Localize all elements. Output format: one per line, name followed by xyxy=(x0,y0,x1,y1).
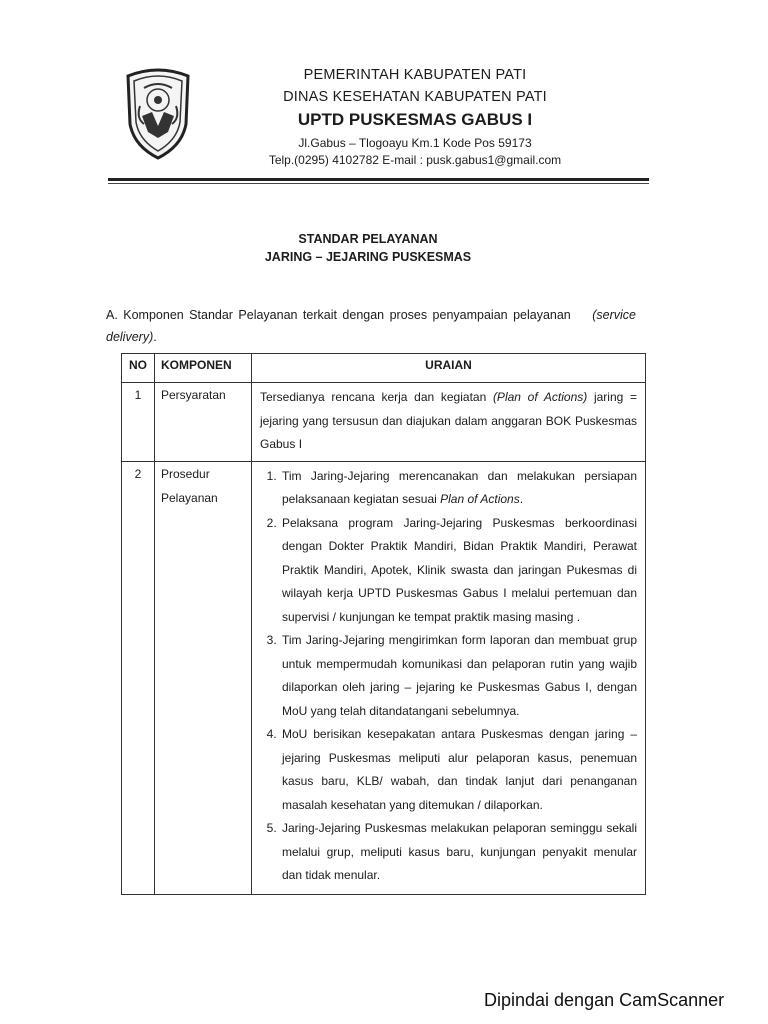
scanner-watermark: Dipindai dengan CamScanner xyxy=(484,990,725,1010)
header-komponen: KOMPONEN xyxy=(155,354,252,383)
komponen-line-2: Pelayanan xyxy=(161,490,218,505)
uraian-text-a: Tersedianya rencana kerja dan kegiatan xyxy=(260,390,493,404)
list-item xyxy=(280,817,637,888)
list-item xyxy=(280,465,637,512)
row-komponen xyxy=(155,383,252,462)
procedure-list xyxy=(260,465,637,888)
document-subtitle: JARING – JEJARING PUSKESMAS xyxy=(264,250,472,264)
header-department: DINAS KESEHATAN KABUPATEN PATI xyxy=(283,89,547,105)
letterhead-divider-thin xyxy=(108,183,649,184)
komponen-line-1: Prosedur xyxy=(161,466,210,481)
list-item xyxy=(280,512,637,630)
list-item xyxy=(280,723,637,817)
section-italic: (service delivery) xyxy=(106,308,636,344)
header-contact: Telp.(0295) 4102782 E-mail : pusk.gabus1@gmail.com xyxy=(268,153,562,167)
list-item-text: MoU berisikan kesepakatan antara Puskesmas dengan jaring – jejaring Puskesmas meliputi alur pelaporan kasus, penemuan kasus baru, KLB/ wabah, dan tindak lanjut dari penanganan masalah kesehatan yang ditemukan / dilaporkan. xyxy=(282,727,637,812)
list-item-text: Pelaksana program Jaring-Jejaring Puskesmas berkoordinasi dengan Dokter Praktik Mandiri, Bidan Praktik Mandiri, Perawat Praktik Mandiri, Apotek, Klinik swasta dan jaringan Pukesmas di wilayah kerja UPTD Puskesmas Gabus I melalui pertemuan dan supervisi / kunjungan ke tempat praktik masing masing . xyxy=(282,515,637,624)
header-institution: UPTD PUSKESMAS GABUS I xyxy=(297,110,533,129)
list-item-text: Tim Jaring-Jejaring merencanakan dan melakukan persiapan pelaksanaan kegiatan sesuai xyxy=(282,468,637,506)
row-number: 1 xyxy=(122,383,155,462)
row-number: 2 xyxy=(122,461,155,894)
list-item-italic: Plan of Actions xyxy=(440,492,520,506)
list-item-text: Jaring-Jejaring Puskesmas melakukan pelaporan seminggu sekali melalui grup, meliputi kasus baru, kunjungan penyakit menular dan tidak menular. xyxy=(282,821,637,882)
letterhead-divider-thick xyxy=(108,178,649,181)
header-no: NO xyxy=(122,354,155,383)
document-title: STANDAR PELAYANAN xyxy=(298,232,438,246)
section-suffix: . xyxy=(153,330,157,344)
uraian-italic: (Plan of Actions) xyxy=(492,390,588,404)
header-address: Jl.Gabus – Tlogoayu Km.1 Kode Pos 59173 xyxy=(298,136,532,150)
row-uraian xyxy=(252,383,646,462)
header-government: PEMERINTAH KABUPATEN PATI xyxy=(303,67,527,83)
row-uraian xyxy=(252,461,646,894)
list-item-text: Tim Jaring-Jejaring mengirimkan form laporan dan membuat grup untuk mempermudah komunikasi dan pelaporan rutin yang wajib dilaporkan oleh jaring – jejaring ke Puskesmas Gabus I, dengan MoU yang telah ditandatangani sebelumnya. xyxy=(282,633,637,718)
komponen-line-1: Persyaratan xyxy=(161,388,226,402)
list-item xyxy=(280,629,637,723)
row-komponen xyxy=(155,461,252,894)
table-header-row xyxy=(122,354,646,383)
uraian-text-b: jaring = jejaring yang tersusun dan diajukan dalam anggaran BOK Puskesmas Gabus I xyxy=(260,390,637,451)
section-heading xyxy=(106,304,636,348)
service-standard-table xyxy=(121,353,646,895)
list-item-suffix: . xyxy=(519,492,524,506)
table-row xyxy=(122,461,646,894)
regency-emblem-logo xyxy=(124,66,192,160)
section-text: A. Komponen Standar Pelayanan terkait dengan proses penyampaian pelayanan xyxy=(106,308,571,322)
header-uraian: URAIAN xyxy=(252,354,646,383)
table-row xyxy=(122,383,646,462)
